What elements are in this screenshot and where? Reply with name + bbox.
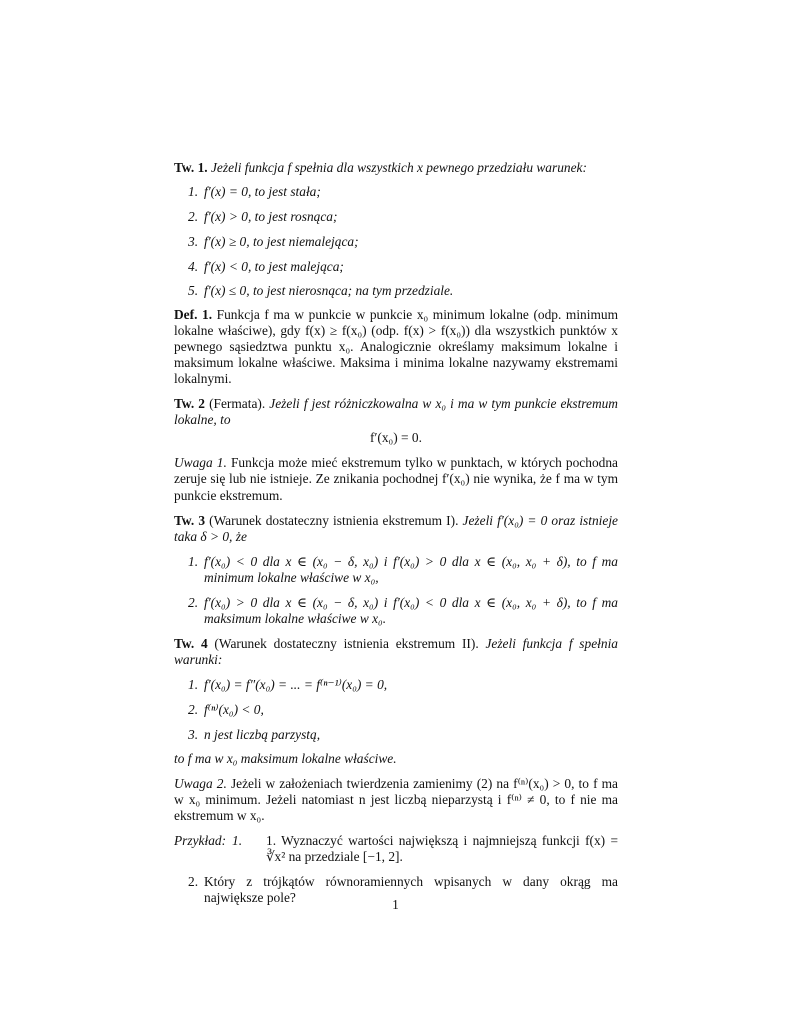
- list-item: [174, 595, 618, 627]
- page-number: 1: [392, 897, 399, 912]
- list-item: [174, 283, 618, 299]
- remark-2: [174, 776, 618, 825]
- list-item: [174, 209, 618, 225]
- theorem-1-intro: Jeżeli funkcja f spełnia dla wszystkich x pewnego przedziału warunek:: [210, 160, 587, 175]
- remark-2-text: Jeżeli w założeniach twierdzenia zamienimy (2) na f⁽ⁿ⁾(x₀) > 0, to f ma w x₀ minimum. Jeżeli natomiast n jest liczbą nieparzystą i f⁽ⁿ⁾ ≠ 0, to f nie ma ekstremum w x₀.: [174, 776, 618, 824]
- example-heading: Przykład:: [174, 832, 227, 848]
- list-item-text: f′(x₀) = f″(x₀) = ... = f⁽ⁿ⁻¹⁾(x₀) = 0,: [204, 677, 388, 693]
- remark-1-heading: Uwaga 1.: [174, 455, 227, 471]
- theorem-2-name: (Fermata).: [209, 395, 266, 411]
- list-item: [174, 554, 618, 586]
- list-item-text: f′(x) < 0, to jest malejąca;: [204, 258, 344, 274]
- definition-1-heading: Def. 1.: [174, 306, 213, 322]
- remark-1: [174, 455, 618, 504]
- list-item-number: 3.: [188, 726, 199, 742]
- example-item-2-text: Który z trójkątów równoramiennych wpisanych w dany okrąg ma największe pole?: [204, 874, 618, 906]
- list-item-number: 1.: [188, 184, 199, 200]
- list-item-number: 1.: [188, 554, 199, 570]
- list-item-text: n jest liczbą parzystą,: [204, 726, 321, 742]
- list-item-number: 4.: [188, 258, 199, 274]
- theorem-1-list: [174, 184, 618, 299]
- list-item-text: f′(x₀) < 0 dla x ∈ (x₀ − δ, x₀) i f′(x₀) > 0 dla x ∈ (x₀, x₀ + δ), to f ma minimum lokalne właściwe w x₀,: [204, 554, 618, 586]
- theorem-4-name: (Warunek dostateczny istnienia ekstremum II).: [214, 635, 479, 651]
- example-number: 1.: [232, 832, 243, 848]
- theorem-4-heading: Tw. 4: [174, 635, 208, 651]
- definition-1: [174, 307, 618, 388]
- example: [174, 833, 618, 865]
- list-item: [174, 702, 618, 718]
- theorem-2-heading: Tw. 2: [174, 395, 205, 411]
- list-item-number: 3.: [188, 233, 199, 249]
- list-item: [174, 184, 618, 200]
- example-item-2-number: 2.: [188, 874, 199, 890]
- theorem-4-conclusion: to f ma w x₀ maksimum lokalne właściwe.: [174, 750, 397, 766]
- definition-1-text: Funkcja f ma w punkcie w punkcie x₀ minimum lokalne (odp. minimum lokalne właściwe), gdy f(x) ≥ f(x₀) (odp. f(x) > f(x₀)) dla wszystkich punktów x pewnego sąsiedztwa punktu x₀. Analogicznie określamy maksimum lokalne i maksimum lokalne właściwe. Maksima i minima lokalne nazywamy ekstremami lokalnymi.: [174, 306, 619, 387]
- theorem-1-heading: Tw. 1.: [174, 160, 208, 175]
- document-body: [174, 160, 618, 906]
- theorem-3: [174, 513, 618, 545]
- theorem-3-list: [174, 554, 618, 627]
- list-item: [174, 727, 618, 743]
- remark-1-text: Funkcja może mieć ekstremum tylko w punktach, w których pochodna zeruje się lub nie istnieje. Ze znikania pochodnej f′(x₀) nie wynika, że f ma w tym punkcie ekstremum.: [174, 455, 618, 503]
- list-item-number: 5.: [188, 283, 199, 299]
- list-item-text: f′(x) > 0, to jest rosnąca;: [204, 209, 338, 224]
- theorem-2-text: Jeżeli f jest różniczkowalna w x₀ i ma w tym punkcie ekstremum lokalne, to: [174, 395, 618, 427]
- theorem-3-name: (Warunek dostateczny istnienia ekstremum I).: [209, 512, 459, 528]
- theorem-4-list: [174, 677, 618, 743]
- list-item-text: f′(x) ≥ 0, to jest niemalejąca;: [204, 233, 359, 249]
- theorem-4: [174, 636, 618, 668]
- theorem-3-text: Jeżeli f′(x₀) = 0 oraz istnieje taka δ > 0, że: [174, 512, 618, 545]
- theorem-3-heading: Tw. 3: [174, 512, 206, 528]
- list-item-text: f⁽ⁿ⁾(x₀) < 0,: [204, 701, 264, 717]
- list-item-number: 1.: [188, 677, 199, 693]
- theorem-4-text: Jeżeli funkcja f spełnia warunki:: [174, 635, 618, 667]
- list-item-number: 2.: [188, 701, 199, 717]
- list-item: [174, 234, 618, 250]
- example-item-1-text: Wyznaczyć wartości największą i najmniejszą funkcji f(x) = ∛x² na przedziale [−1, 2].: [266, 832, 618, 864]
- example-item-1-number: 1.: [266, 832, 277, 848]
- list-item-text: f′(x) ≤ 0, to jest nierosnąca; na tym przedziale.: [204, 283, 454, 299]
- list-item: [174, 259, 618, 275]
- theorem-1: [174, 160, 618, 176]
- list-item-text: f′(x) = 0, to jest stała;: [204, 184, 321, 200]
- remark-2-heading: Uwaga 2.: [174, 776, 227, 792]
- theorem-2: [174, 396, 618, 428]
- list-item-text: f′(x₀) > 0 dla x ∈ (x₀ − δ, x₀) i f′(x₀) < 0 dla x ∈ (x₀, x₀ + δ), to f ma maksimum lokalne właściwe w x₀.: [204, 595, 618, 627]
- list-item: [174, 677, 618, 693]
- list-item-number: 2.: [188, 209, 199, 224]
- list-item-number: 2.: [188, 595, 199, 611]
- theorem-2-formula: f′(x₀) = 0.: [370, 430, 422, 446]
